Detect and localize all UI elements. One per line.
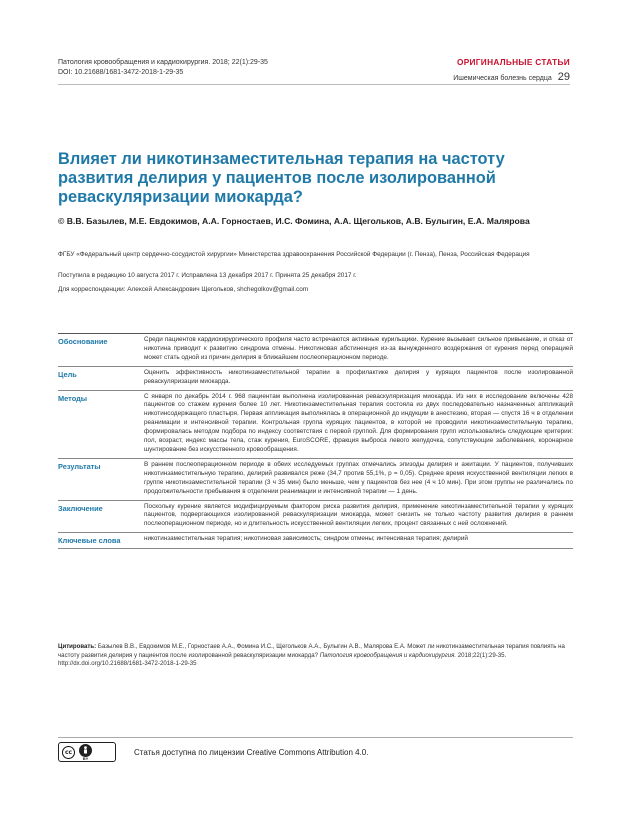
abstract-key: Результаты bbox=[58, 461, 101, 471]
license-footer bbox=[58, 737, 573, 766]
license-text: Статья доступна по лицензии Creative Commons Attribution 4.0. bbox=[134, 747, 369, 757]
abstract-key: Обоснование bbox=[58, 337, 108, 346]
cc-glyph: cc bbox=[64, 748, 73, 756]
citation-text: Базылев В.В., Евдокимов М.Е., Горностаев А.А., Фомина И.С., Щегольков А.А., Булыгин А.В., Малярова Е.А. Может ли никотинзаместительная терапия повлиять на частоту развития делирия у пациентов после изолированной реваскуляризации миокарда? bbox=[58, 643, 565, 659]
page-number: 29 bbox=[557, 71, 570, 83]
abstract-text: Среди пациентов кардиохирургического профиля часто встречаются активные курильщики. Курение вызывает сильное привыкание, и отказ от никотина приводит к развитию синдрома отмены. Никотиновая абстиненция из-за вынужденного воздержания от курения перед операцией может стать одной из причин делирия в ближайшем послеоперационном периоде. bbox=[144, 336, 573, 361]
person-glyph bbox=[82, 746, 89, 755]
citation-journal: Патология кровообращения и кардиохирургия. bbox=[319, 651, 457, 659]
abstract-row bbox=[58, 459, 573, 501]
affiliation: ФГБУ «Федеральный центр сердечно-сосудистой хирургии» Министерства здравоохранения Российской Федерации (г. Пенза), Пенза, Российская Федерация bbox=[58, 251, 530, 258]
structured-abstract bbox=[58, 333, 573, 549]
abstract-row bbox=[58, 533, 573, 549]
header-divider bbox=[58, 84, 570, 85]
author-list: © В.В. Базылев, М.Е. Евдокимов, А.А. Горностаев, И.С. Фомина, А.А. Щегольков, А.В. Булыгин, Е.А. Малярова bbox=[58, 216, 530, 226]
section-header bbox=[453, 57, 570, 85]
abstract-row bbox=[58, 391, 573, 459]
attribution-person-icon bbox=[79, 744, 92, 757]
journal-header bbox=[58, 58, 268, 77]
received-dates: Поступила в редакцию 10 августа 2017 г. Исправлена 13 декабря 2017 г. Принята 25 декабря 2017 г. bbox=[58, 272, 357, 279]
abstract-row bbox=[58, 367, 573, 391]
correspondence: Для корреспонденции: Алексей Александрович Щегольков, shchegolkov@gmail.com bbox=[58, 286, 309, 293]
by-group bbox=[79, 744, 92, 761]
abstract-key: Заключение bbox=[58, 503, 103, 513]
creative-commons-icon bbox=[62, 746, 75, 759]
cc-by-badge[interactable] bbox=[58, 742, 116, 762]
section-label: ОРИГИНАЛЬНЫЕ СТАТЬИ bbox=[456, 57, 570, 67]
doi-line[interactable]: DOI: 10.21688/1681-3472-2018-1-29-35 bbox=[58, 68, 184, 76]
abstract-key: Ключевые слова bbox=[58, 536, 121, 546]
journal-citation-line: Патология кровообращения и кардиохирургия. 2018; 22(1):29-35 bbox=[58, 59, 268, 66]
by-label: BY bbox=[82, 755, 89, 761]
abstract-text: никотинзаместительная терапия; никотиновая зависимость; синдром отмены; интенсивная терапия; делирий bbox=[144, 535, 468, 543]
abstract-text: В раннем послеоперационном периоде в обеих исследуемых группах отмечались эпизоды делирия и ажитации. У пациентов, получивших никотинзаместительную терапию, делирий развивался реже (34,7 против 55,1%, p = 0,05). Среднее время искусственной вентиляции легких в группе никотинзаместительной терапии (3 ч 35 мин) было меньше, чем у пациентов без нее (4 ч 10 мин). При этом группы не различались по продолжительности пребывания в отделении реанимации и интенсивной терапии — 1 день. bbox=[144, 460, 573, 495]
abstract-key: Цель bbox=[58, 369, 77, 379]
abstract-text: С января по декабрь 2014 г. 968 пациентам выполнена изолированная реваскуляризация миокарда. Из них в исследование включены 428 пациентов со стажем курения более 10 лет. Никотинзаместительная терапия состояла из двух последовательно назначенных аппликаций никотинсодержащего пластыря. Первая аппликация выполнялась в операционной до индукции в анестезию, вторая — спустя 16 ч в отделении реанимации и интенсивной терапии. Контрольная группа курящих пациентов, в которой не проводили никотинзаместительную терапию, формировалась методом подбора по индексу соответствия с первой группой. Для формирования групп использовались следующие критерии: пол, возраст, индекс массы тела, стаж курения, EuroSCORE, фракция выброса левого желудочка, сопутствующие заболевания, коронарное шунтирование без искусственного кровообращения. bbox=[144, 392, 573, 453]
citation-block bbox=[58, 643, 573, 669]
abstract-text: Оценить эффективность никотинзаместительной терапии в профилактике делирия у курящих пациентов после изолированной реваскуляризации миокарда. bbox=[144, 368, 573, 385]
subsection-label: Ишемическая болезнь сердца bbox=[453, 75, 552, 82]
abstract-key: Методы bbox=[58, 393, 88, 403]
citation-label: Цитировать: bbox=[58, 643, 97, 650]
abstract-text: Поскольку курение является модифицируемым фактором риска развития делирия, применение никотинзаместительной терапии у курящих пациентов, подвергающихся изолированной реваскуляризации миокарда, может снизить не только частоту развития делирия в раннем послеоперационном периоде, но и длительность искусственной вентиляции легких, процент связанных с ней осложнений. bbox=[144, 502, 573, 528]
citation-doi[interactable]: 2018;22(1):29-35. http://dx.doi.org/10.21688/1681-3472-2018-1-29-35 bbox=[58, 651, 507, 668]
abstract-row bbox=[58, 501, 573, 534]
abstract-row bbox=[58, 334, 573, 367]
article-title: Влияет ли никотинзаместительная терапия на частоту развития делирия у пациентов после изолированной реваскуляризации миокарда? bbox=[58, 150, 505, 206]
